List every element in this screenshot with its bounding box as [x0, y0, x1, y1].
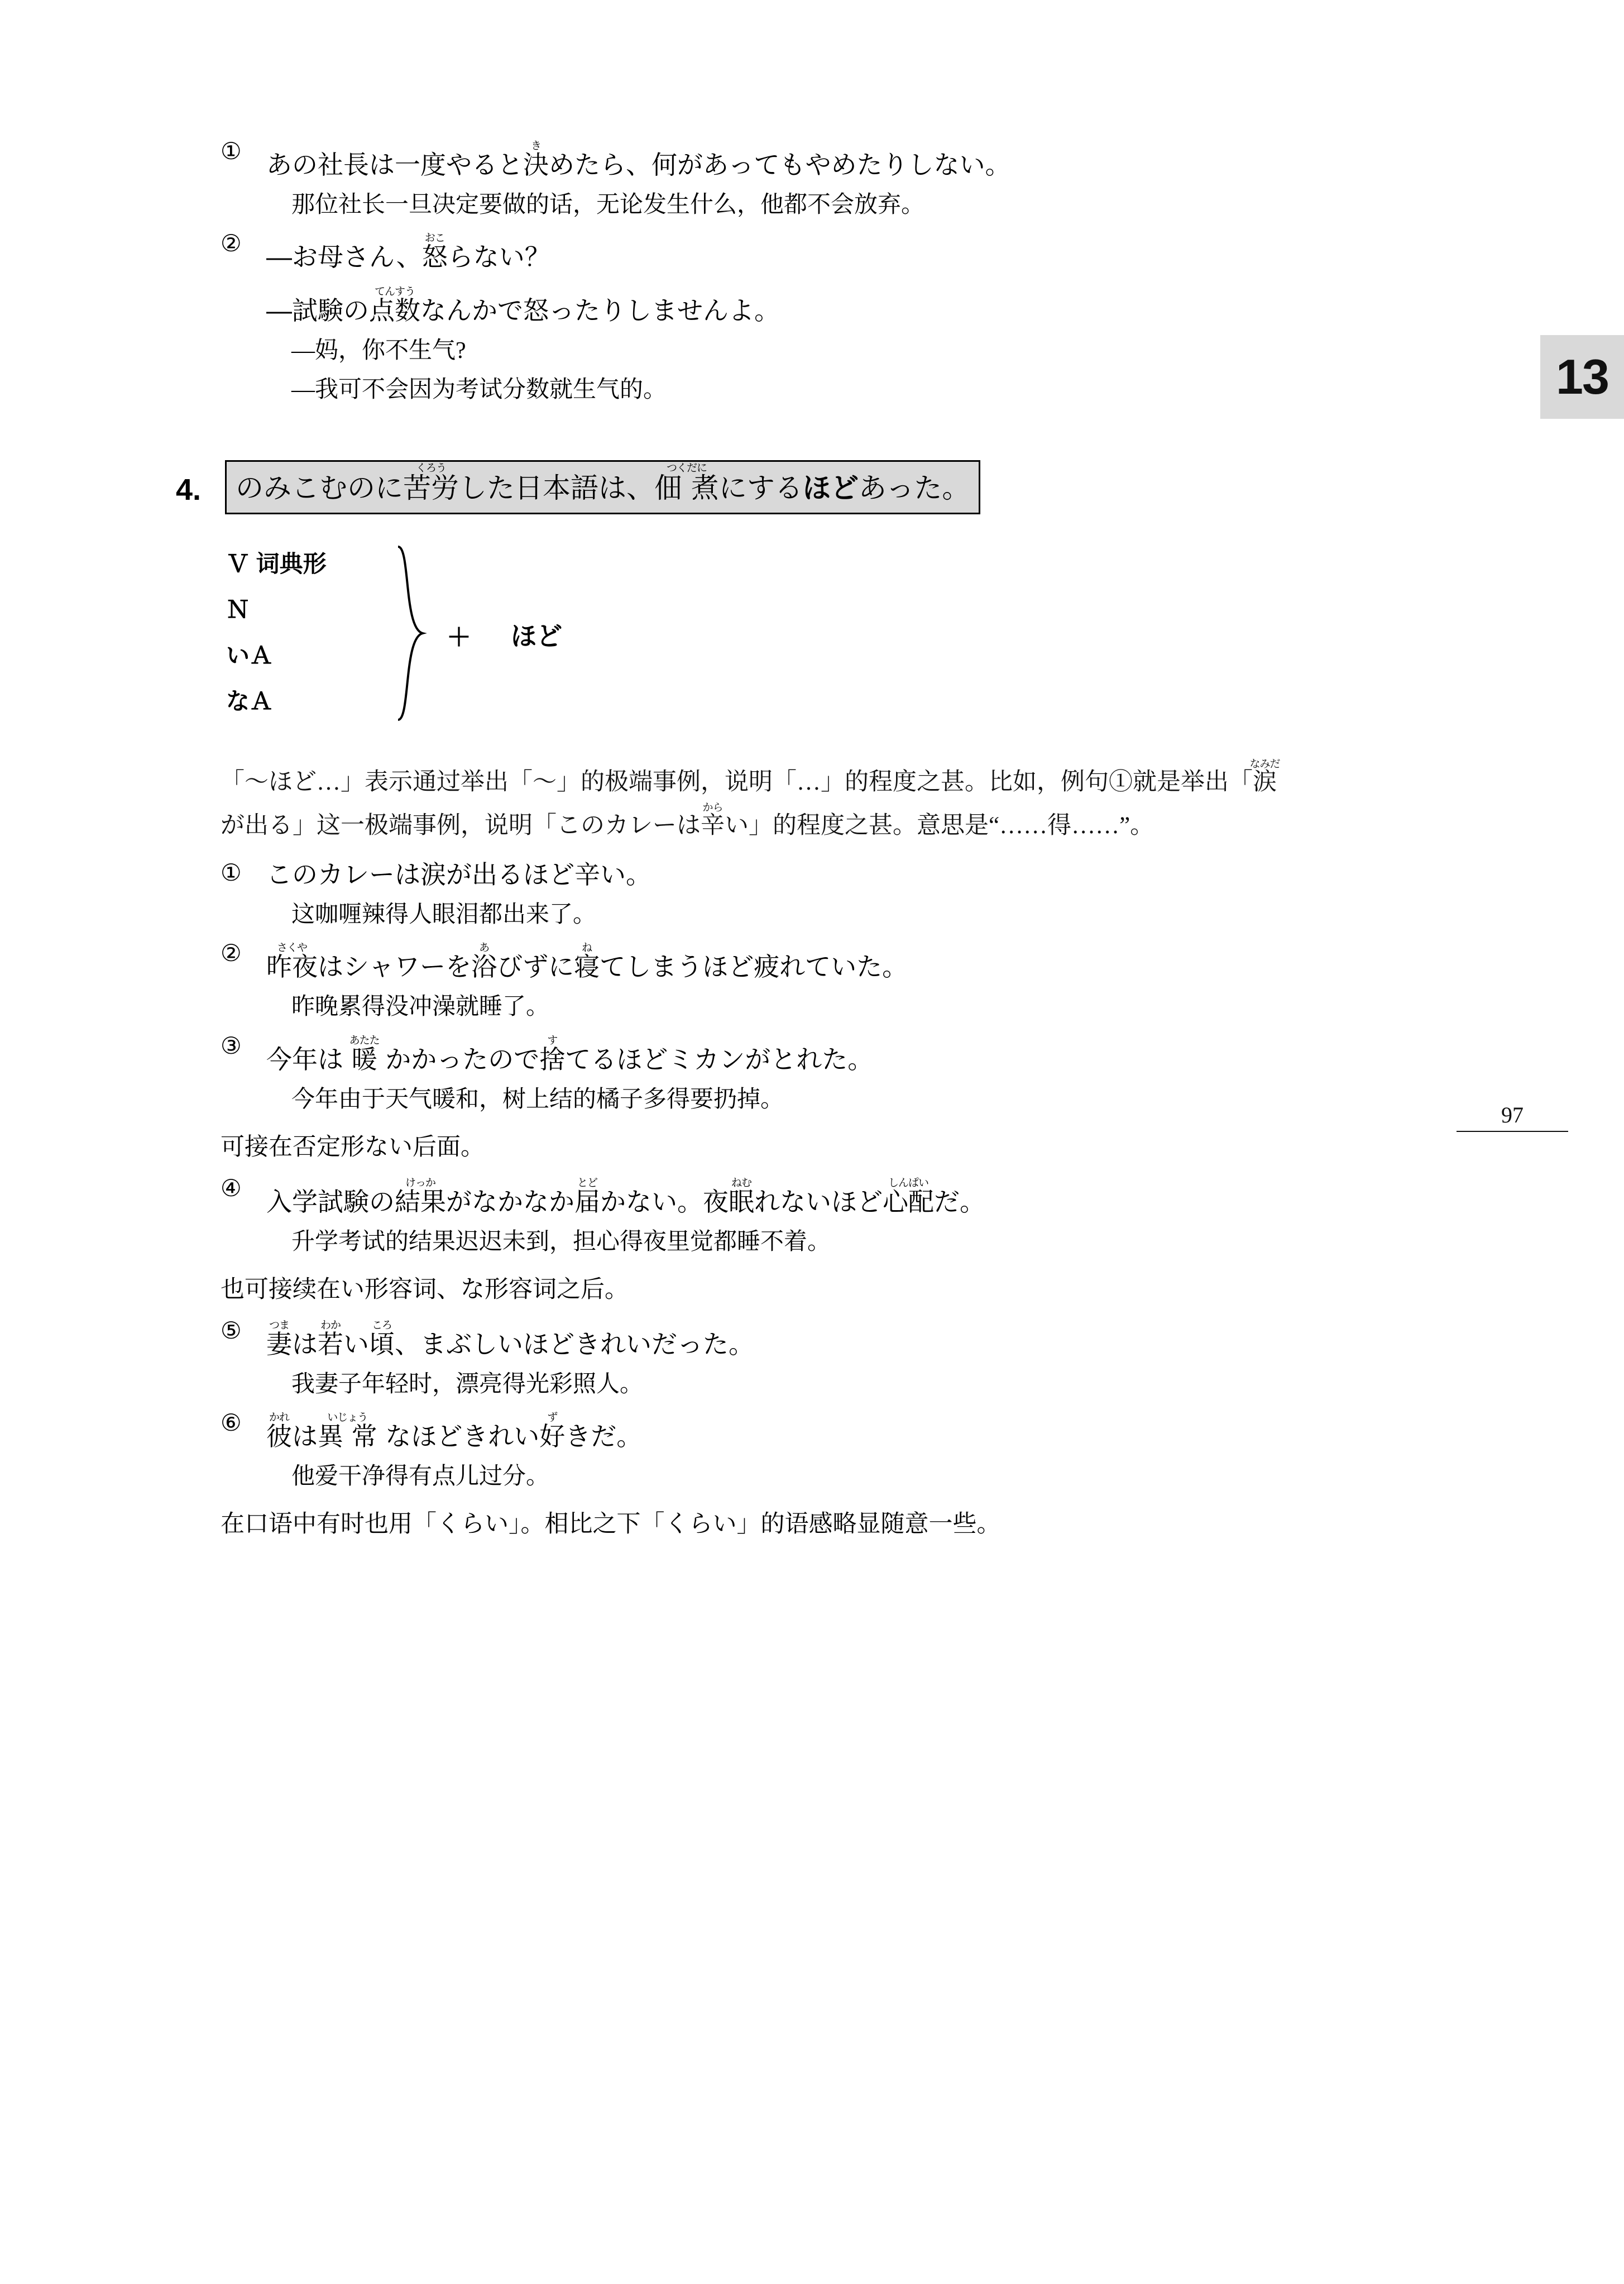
chinese-translation: ―妈，你不生气?: [291, 337, 466, 364]
pattern-items: [226, 541, 394, 724]
ruby-kekka: 結果けっか: [395, 1176, 446, 1217]
ruby-kimeta: 決き: [523, 140, 549, 180]
chapter-tab: 13: [1540, 335, 1624, 419]
item-number: ④: [221, 1174, 242, 1202]
ruby-zu: 好ず: [539, 1411, 566, 1451]
page-content: [176, 137, 1331, 1539]
list-item: [221, 1408, 1331, 1490]
section-number: 4.: [176, 473, 202, 507]
chinese-translation: 我妻子年轻时，漂亮得光彩照人。: [291, 1371, 644, 1397]
chinese-translation: 他爱干净得有点儿过分。: [291, 1464, 550, 1490]
ruby-shinpai: 心配しんぱい: [883, 1176, 934, 1217]
list-item: [221, 137, 1331, 218]
japanese-sentence: あの社長は一度やると決きめたら、何があってもやめたりしない。: [266, 140, 1011, 180]
item-body: [266, 861, 1331, 927]
item-body: [266, 232, 1331, 402]
section-headline-box: のみこむのに苦労くろうした日本語は、佃 煮つくだににするほどあった。: [225, 460, 980, 514]
list-item: [221, 1174, 1331, 1255]
japanese-sentence: ―お母さん、怒おこらない？: [266, 232, 550, 273]
ruby-atata: 暖あたた: [349, 1034, 380, 1074]
usage-note: 也可接续在い形容词、な形容词之后。: [221, 1276, 629, 1303]
ruby-waka: 若わか: [318, 1318, 343, 1359]
pattern-item: なＡ: [226, 688, 274, 715]
japanese-sentence: 妻つまは若わかい頃ころ、まぶしいほどきれいだった。: [266, 1318, 754, 1359]
chinese-translation: 这咖喱辣得人眼泪都出来了。: [291, 902, 597, 928]
japanese-sentence: 入学試験の結果けっかがなかなか届とどかない。夜眠ねむれないほど心配しんぱいだ。: [266, 1176, 985, 1217]
grammar-pattern-diagram: [226, 541, 1331, 725]
item-body: [266, 140, 1331, 217]
ruby-todo: 届とど: [574, 1176, 600, 1217]
item-number: ③: [221, 1031, 242, 1059]
usage-note: 在口语中有时也用「くらい」。相比之下「くらい」的语感略显随意一些。: [221, 1511, 1001, 1538]
list-item: [221, 858, 1331, 928]
usage-note: 可接在否定形ない后面。: [221, 1134, 485, 1160]
pattern-item: Ｖ 词典形: [226, 551, 327, 577]
item-body: [266, 1034, 1331, 1112]
ruby-namida: 涙なみだ: [1249, 758, 1280, 796]
list-item: [221, 1316, 1331, 1397]
ruby-tsuma: 妻つま: [266, 1318, 292, 1359]
japanese-sentence: 今年は 暖あたた かかったので捨すてるほどミカンがとれた。: [266, 1034, 874, 1074]
japanese-sentence: このカレーは涙が出るほど辛い。: [266, 859, 651, 890]
ruby-tsukudani: 佃 煮つくだに: [654, 462, 719, 505]
ruby-okora: 怒おこ: [421, 232, 448, 273]
ruby-kara: 辛から: [701, 801, 725, 839]
ruby-koro: 頃ころ: [369, 1318, 395, 1359]
item-body: [266, 1411, 1331, 1489]
pattern-item: いＡ: [226, 642, 274, 669]
ruby-kurou: 苦労くろう: [403, 462, 459, 505]
chinese-translation: 升学考试的结果迟迟未到，担心得夜里觉都睡不着。: [291, 1229, 831, 1255]
item-number: ②: [221, 939, 242, 967]
ruby-nemu: 眠ねむ: [729, 1176, 754, 1217]
page-number-rule: [1457, 1131, 1568, 1132]
pattern-item: Ｎ: [226, 596, 250, 623]
item-body: [266, 942, 1331, 1019]
japanese-sentence: ―試験の点数てんすうなんかで怒ったりしませんよ。: [266, 285, 780, 326]
ruby-ne: 寝ね: [574, 942, 600, 982]
ruby-kare: 彼かれ: [266, 1411, 292, 1451]
brace-icon: [394, 544, 427, 722]
page-number-block: [1457, 1103, 1568, 1132]
ruby-sakuya: 昨夜さくや: [266, 942, 318, 982]
japanese-sentence: 彼かれは異 常いじょう なほどきれい好ずきだ。: [266, 1411, 643, 1451]
ruby-su: 捨す: [539, 1034, 566, 1074]
japanese-sentence: 昨夜さくやはシャワーを浴あびずに寝ねてしまうほど疲れていた。: [266, 942, 908, 982]
pattern-suffix: ほど: [511, 621, 562, 652]
explanation-paragraph: 「〜ほど…」表示通过举出「〜」的极端事例，说明「…」的程度之甚。比如，例句①就是举出「涙なみだ が出る」这一极端事例，说明「このカレーは辛からい」的程度之甚。意思是“……得……”。: [221, 758, 1280, 839]
ruby-abi: 浴あ: [471, 942, 497, 982]
chinese-translation: ―我可不会因为考试分数就生气的。: [291, 377, 667, 403]
list-item: [221, 232, 1331, 402]
chinese-translation: 今年由于天气暖和，树上结的橘子多得要扔掉。: [291, 1086, 784, 1112]
ruby-tensuu: 点数てんすう: [369, 285, 420, 326]
plus-sign: ＋: [447, 624, 471, 652]
item-body: [266, 1177, 1331, 1254]
item-number: ①: [221, 858, 242, 886]
page-number: 97: [1501, 1102, 1524, 1127]
item-body: [266, 1319, 1331, 1397]
chinese-translation: 那位社长一旦决定要做的话，无论发生什么，他都不会放弃。: [291, 192, 925, 218]
list-item: [221, 939, 1331, 1020]
section-4: [176, 460, 1331, 514]
item-number: ①: [221, 137, 242, 165]
list-item: [221, 1031, 1331, 1112]
ruby-ijou: 異 常いじょう: [318, 1411, 377, 1451]
item-number: ⑤: [221, 1316, 242, 1344]
item-number: ②: [221, 230, 242, 257]
chinese-translation: 昨晚累得没冲澡就睡了。: [291, 994, 550, 1020]
item-number: ⑥: [221, 1408, 242, 1436]
